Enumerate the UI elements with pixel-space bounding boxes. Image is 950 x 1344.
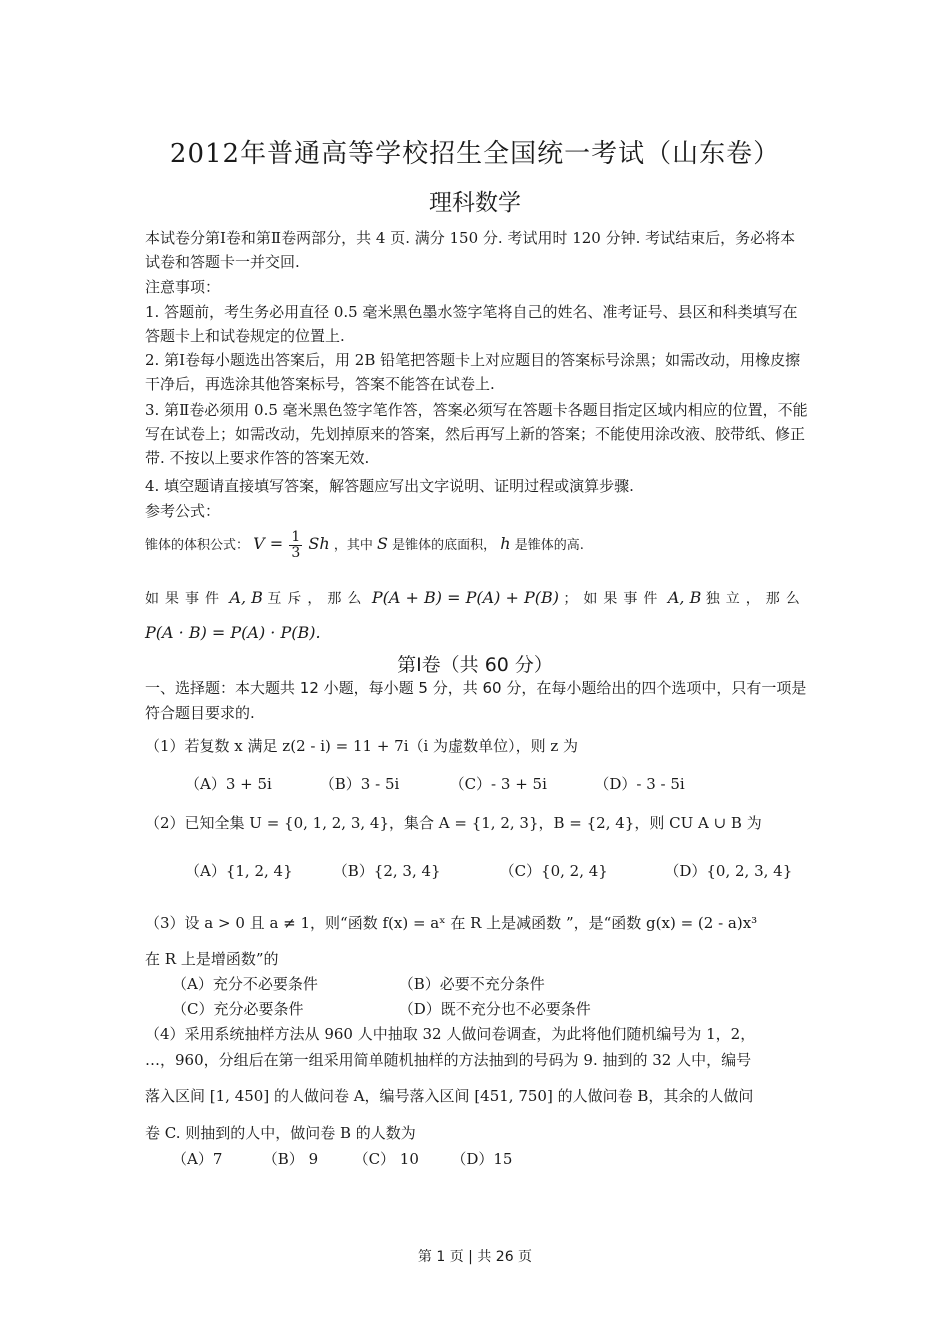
q1-option-a: （A）3 + 5i bbox=[185, 775, 272, 793]
notice-item-2: 2. 第Ⅰ卷每小题选出答案后，用 2B 铅笔把答题卡上对应题目的答案标号涂黑；如需改动，用橡皮擦干净后，再选涂其他答案标号，答案不能答在试卷上. bbox=[145, 351, 801, 393]
cone-suffix-1: ，其中 bbox=[333, 538, 373, 553]
q3-option-d: （D）既不充分也不必要条件 bbox=[398, 1000, 591, 1018]
prob-text-1a: 如果事件 bbox=[145, 591, 225, 607]
notice-item-4: 4. 填空题请直接填写答案，解答题应写出文字说明、证明过程或演算步骤. bbox=[145, 477, 634, 495]
exam-title: 2012年普通高等学校招生全国统一考试（山东卷） bbox=[169, 139, 781, 169]
cone-prefix: 锥体的体积公式： bbox=[145, 538, 250, 553]
question-4-stem-1: （4）采用系统抽样方法从 960 人中抽取 32 人做问卷调查，为此将他们随机编号为 1，2， bbox=[145, 1025, 756, 1043]
question-1-options bbox=[185, 773, 805, 794]
cone-suffix-2: 是锥体的底面积， bbox=[392, 538, 497, 553]
cone-volume-formula bbox=[145, 530, 584, 561]
cone-fraction-num: 1 bbox=[291, 529, 301, 545]
q1-option-d: （D）- 3 - 5i bbox=[594, 775, 685, 793]
question-2-stem: （2）已知全集 U = {0, 1, 2, 3, 4}，集合 A = {1, 2, 3}，B = {2, 4}，则 CU A ∪ B 为 bbox=[145, 814, 762, 832]
cone-S: S bbox=[376, 534, 388, 553]
cone-fraction-den: 3 bbox=[291, 545, 301, 561]
q2-option-d: （D）{0, 2, 3, 4} bbox=[664, 862, 793, 880]
notice-item-1: 1. 答题前，考生务必用直径 0.5 毫米黑色墨水签字笔将自己的姓名、准考证号、县区和科类填写在答题卡上和试卷规定的位置上. bbox=[145, 303, 798, 345]
cone-fraction bbox=[289, 530, 302, 561]
notice-item-3: 3. 第Ⅱ卷必须用 0.5 毫米黑色签字笔作答，答案必须写在答题卡各题目指定区域内相应的位置，不能写在试卷上；如需改动，先划掉原来的答案，然后再写上新的答案；不能使用涂改液、胶带纸、修正带. 不按以上要求作答的答案无效. bbox=[145, 401, 808, 467]
section-description: 一、选择题：本大题共 12 小题，每小题 5 分，共 60 分，在每小题给出的四个选项中，只有一项是符合题目要求的. bbox=[145, 679, 807, 722]
page-footer: 第 1 页 | 共 26 页 bbox=[417, 1249, 533, 1265]
prob-text-1b: 互斥，那么 bbox=[267, 591, 368, 607]
prob-text-1c: ；如果事件 bbox=[563, 591, 664, 607]
question-4-stem-4: 卷 C. 则抽到的人中，做问卷 B 的人数为 bbox=[145, 1124, 416, 1142]
q4-option-b: （B） 9 bbox=[262, 1150, 319, 1168]
prob-formula-1: P(A + B) = P(A) + P(B) bbox=[371, 588, 559, 607]
cone-formula-right: Sh bbox=[308, 534, 330, 553]
cone-formula-left: V = bbox=[253, 534, 284, 553]
q3-option-c: （C）充分必要条件 bbox=[172, 1000, 304, 1018]
q4-option-a: （A）7 bbox=[172, 1150, 223, 1168]
q2-option-a: （A）{1, 2, 4} bbox=[185, 862, 293, 880]
question-4-stem-3: 落入区间 [1, 450] 的人做问卷 A，编号落入区间 [451, 750] 的人做问卷 B，其余的人做问 bbox=[145, 1087, 754, 1105]
q4-option-c: （C） 10 bbox=[353, 1150, 419, 1168]
formula-label: 参考公式： bbox=[145, 502, 221, 520]
prob-text-1d: 独立，那么 bbox=[705, 591, 806, 607]
notice-label: 注意事项： bbox=[145, 278, 221, 296]
question-1-stem: （1）若复数 x 满足 z(2 - i) = 11 + 7i（i 为虚数单位），则 z 为 bbox=[145, 737, 579, 755]
question-4-options bbox=[172, 1148, 512, 1169]
question-3-stem-1: （3）设 a > 0 且 a ≠ 1，则“函数 f(x) = aˣ 在 R 上是减函数 ”，是“函数 g(x) = (2 - a)x³ bbox=[145, 914, 758, 932]
prob-AB-2: A, B bbox=[667, 588, 702, 607]
probability-formula-2: P(A · B) = P(A) · P(B). bbox=[145, 623, 321, 642]
q1-option-c: （C）- 3 + 5i bbox=[449, 775, 547, 793]
q2-option-b: （B）{2, 3, 4} bbox=[332, 862, 441, 880]
prob-AB-1: A, B bbox=[229, 588, 263, 607]
cone-suffix-3: 是锥体的高. bbox=[514, 538, 584, 553]
question-3-options-row-1 bbox=[172, 973, 545, 994]
q2-option-c: （C）{0, 2, 4} bbox=[499, 862, 608, 880]
exam-subtitle: 理科数学 bbox=[429, 190, 521, 216]
question-2-options bbox=[185, 860, 805, 881]
probability-line-1 bbox=[145, 588, 806, 608]
intro-paragraph: 本试卷分第Ⅰ卷和第Ⅱ卷两部分，共 4 页. 满分 150 分. 考试用时 120 分钟. 考试结束后，务必将本试卷和答题卡一并交回. bbox=[145, 229, 796, 271]
cone-h: h bbox=[500, 534, 511, 553]
question-3-stem-2: 在 R 上是增函数”的 bbox=[145, 950, 279, 968]
question-4-stem-2: …，960，分组后在第一组采用简单随机抽样的方法抽到的号码为 9. 抽到的 32 人中，编号 bbox=[145, 1051, 752, 1069]
q4-option-d: （D）15 bbox=[451, 1150, 513, 1168]
section-title: 第Ⅰ卷（共 60 分） bbox=[397, 654, 553, 676]
question-3-options-row-2 bbox=[172, 998, 591, 1019]
q3-option-b: （B）必要不充分条件 bbox=[398, 975, 545, 993]
q3-option-a: （A）充分不必要条件 bbox=[172, 975, 318, 993]
q1-option-b: （B）3 - 5i bbox=[319, 775, 400, 793]
